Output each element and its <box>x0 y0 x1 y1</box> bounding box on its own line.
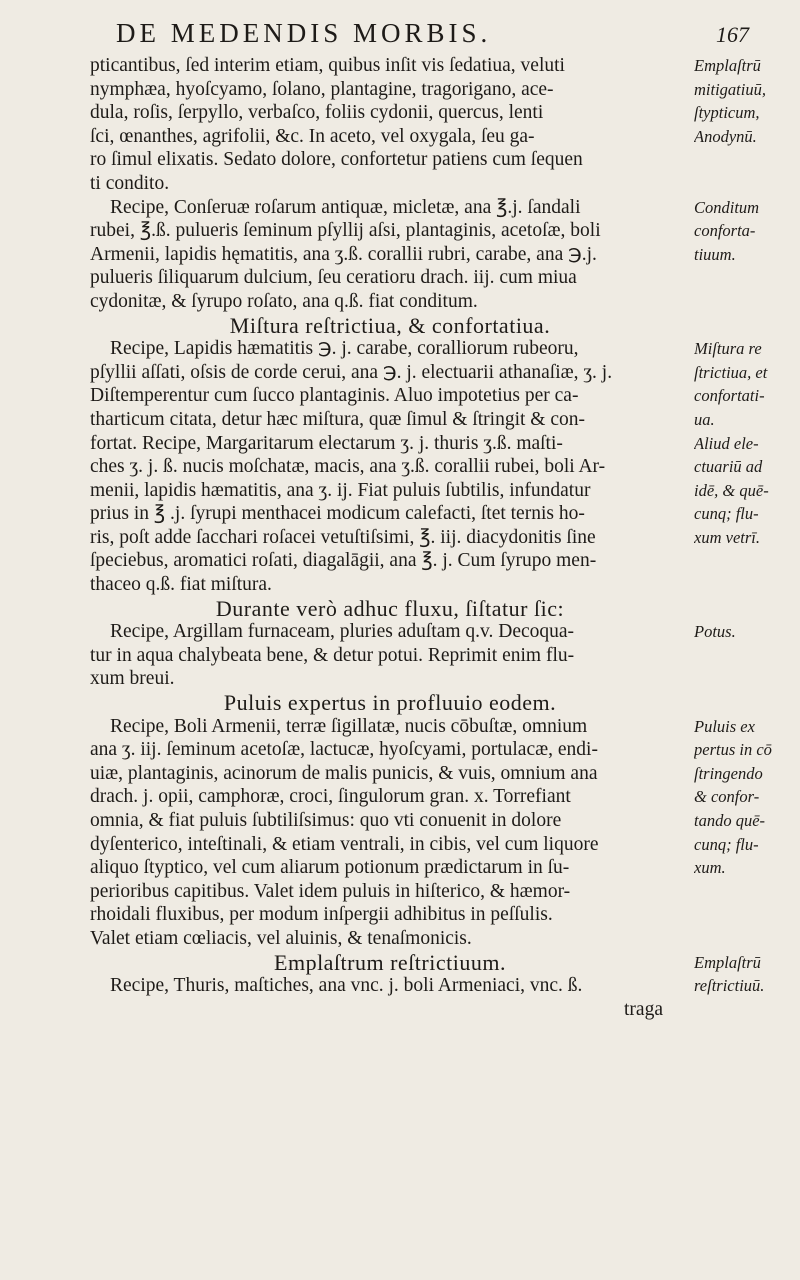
margin-note: Aliud ele- <box>694 433 759 453</box>
margin-note <box>694 573 800 597</box>
text-line: ti condito. <box>90 172 170 194</box>
margin-note: Anodynū. <box>694 126 757 146</box>
main-text-column <box>90 54 690 1021</box>
margin-note <box>694 644 800 668</box>
text-line: omnia, & fiat puluis ſubtiliſsimus: quo vti conuenit in dolore <box>90 810 562 831</box>
margin-note <box>694 691 800 715</box>
text-line: pticantibus, ſed interim etiam, quibus inſit vis ſedatiua, veluti <box>90 55 565 76</box>
text-line: Recipe, Argillam furnaceam, pluries aduſtam q.v. Decoqua- <box>110 621 575 643</box>
text-line: ana ʒ. iij. ſeminum acetoſæ, lactucæ, hyoſcyami, portulacæ, endi- <box>90 739 598 761</box>
text-line: rhoidali fluxibus, per modum inſpergii adhibitus in peſſulis. <box>90 904 553 926</box>
text-line: ſpeciebus, aromatici roſati, diagalāgii, ana ℥. j. Cum ſyrupo men- <box>90 550 597 572</box>
margin-note: Conditum <box>694 197 760 217</box>
margin-note: tando quē- <box>694 811 766 830</box>
margin-note <box>694 549 800 573</box>
margin-note <box>694 880 800 904</box>
text-line: ris, poſt adde ſacchari roſacei vetuſtiſsimi, ℥. iij. diacydonitis ſine <box>90 526 596 548</box>
margin-note: tiuum. <box>694 244 736 264</box>
margin-note: ſtypticum, <box>694 103 760 123</box>
text-line: Recipe, Conſeruæ roſarum antiquæ, micletæ, ana ℥.j. ſandali <box>110 196 581 218</box>
section-heading: Emplaſtrum reſtrictiuum. <box>274 949 506 975</box>
running-head <box>0 14 800 54</box>
catchword: traga <box>624 998 663 1020</box>
section-heading: Puluis expertus in profluuio eodem. <box>223 690 557 716</box>
margin-note <box>694 597 800 621</box>
margin-note: Miſtura re <box>694 339 762 359</box>
margin-note <box>694 172 800 196</box>
margin-note <box>694 927 800 951</box>
section-heading: Miſtura reſtrictiua, & confortatiua. <box>229 312 551 338</box>
margin-note: pertus in cō <box>694 740 772 760</box>
text-line: nymphæa, hyoſcyamo, ſolano, plantagine, tragorigano, ace- <box>90 78 554 100</box>
page-number: 167 <box>716 22 749 47</box>
text-line: ſci, œnanthes, agrifolii, &c. In aceto, vel oxygala, ſeu ga- <box>90 125 535 147</box>
margin-note: cunq; flu- <box>694 834 759 854</box>
margin-note: confortati- <box>694 386 765 406</box>
margin-note <box>694 903 800 927</box>
text-line: dyſenterico, inteſtinali, & etiam ventrali, in cibis, vel cum liquore <box>90 833 599 855</box>
text-line: Recipe, Boli Armenii, terræ ſigillatæ, nucis cōbuſtæ, omnium <box>110 715 588 737</box>
text-line: menii, lapidis hæmatitis, ana ʒ. ij. Fiat puluis ſubtilis, infundatur <box>90 479 591 501</box>
text-line: tharticum citata, detur hæc miſtura, quæ ſimul & ſtringit & con- <box>90 408 585 430</box>
text-line: Valet etiam cœliacis, vel aluinis, & tenaſmonicis. <box>90 927 472 949</box>
text-line: Armenii, lapidis hęmatitis, ana ʒ.ß. corallii rubri, carabe, ana ℈.j. <box>90 243 597 265</box>
text-line: tur in aqua chalybeata bene, & detur potui. Reprimit enim flu- <box>90 644 575 666</box>
running-title: DE MEDENDIS MORBIS. <box>116 18 492 48</box>
margin-note: Puluis ex <box>694 716 755 736</box>
text-line: drach. j. opii, camphoræ, croci, ſingulorum gran. x. Torrefiant <box>90 786 571 808</box>
text-line: perioribus capitibus. Valet idem puluis in hiſterico, & hæmor- <box>90 880 571 902</box>
text-line: ches ʒ. j. ß. nucis moſchatæ, macis, ana ʒ.ß. corallii rubei, boli Ar- <box>90 456 606 478</box>
text-line: Recipe, Thuris, maſtiches, ana vnc. j. boli Armeniaci, vnc. ß. <box>110 975 583 997</box>
text-line: thaceo q.ß. fiat miſtura. <box>90 574 272 596</box>
text-line: dula, roſis, ſerpyllo, verbaſco, foliis cydonii, quercus, lenti <box>90 102 544 124</box>
margin-note: reſtrictiuū. <box>694 976 765 996</box>
margin-note: Potus. <box>694 622 736 642</box>
margin-note: mitigatiuū, <box>694 79 766 99</box>
text-line: pſyllii aſſati, oſsis de corde cerui, ana ℈. j. electuarii athanaſiæ, ʒ. j. <box>90 361 613 383</box>
margin-note: ua. <box>694 409 715 429</box>
margin-note: cunq; flu- <box>694 504 759 524</box>
text-line: Recipe, Lapidis hæmatitis ℈. j. carabe, coralliorum rubeoru, <box>110 338 579 360</box>
margin-note: idē, & quē- <box>694 480 769 500</box>
text-line: ro ſimul elixatis. Sedato dolore, confortetur patiens cum ſequen <box>90 149 583 171</box>
margin-note: Emplaſtrū <box>694 56 761 75</box>
margin-note: xum vetrī. <box>694 527 760 547</box>
margin-note: & confor- <box>694 787 760 807</box>
margin-note: conforta- <box>694 221 756 241</box>
text-line: uiæ, plantaginis, acinorum de malis punicis, & vuis, omnium ana <box>90 762 598 784</box>
marginal-notes-column <box>694 54 800 998</box>
margin-note: xum. <box>694 858 726 878</box>
text-line: Diſtemperentur cum ſucco plantaginis. Aluo impotetius per ca- <box>90 385 579 407</box>
section-heading: Durante verò adhuc fluxu, ſiſtatur ſic: <box>215 595 565 621</box>
margin-note: Emplaſtrū <box>694 952 761 972</box>
margin-note <box>694 266 800 290</box>
margin-note <box>694 148 800 172</box>
text-line: pulueris ſiliquarum dulcium, ſeu ceratioru drach. iij. cum miua <box>90 267 577 289</box>
margin-note <box>694 290 800 314</box>
margin-note: ctuariū ad <box>694 457 763 477</box>
text-line: rubei, ℥.ß. pulueris ſeminum pſyllij aſsi, plantaginis, acetoſæ, boli <box>90 220 601 242</box>
margin-note <box>694 667 800 691</box>
text-line: aliquo ſtyptico, vel cum aliarum potionum prædictarum in ſu- <box>90 857 570 879</box>
text-line: cydonitæ, & ſyrupo roſato, ana q.ß. fiat conditum. <box>90 290 478 312</box>
text-line: xum breui. <box>90 668 175 690</box>
text-line: prius in ℥ .j. ſyrupi menthacei modicum calefacti, ſtet ternis ho- <box>90 503 585 525</box>
margin-note: ſtringendo <box>694 763 763 783</box>
margin-note: ſtrictiua, et <box>694 362 768 382</box>
margin-note <box>694 314 800 338</box>
text-line: fortat. Recipe, Margaritarum electarum ʒ. j. thuris ʒ.ß. maſti- <box>90 432 563 454</box>
